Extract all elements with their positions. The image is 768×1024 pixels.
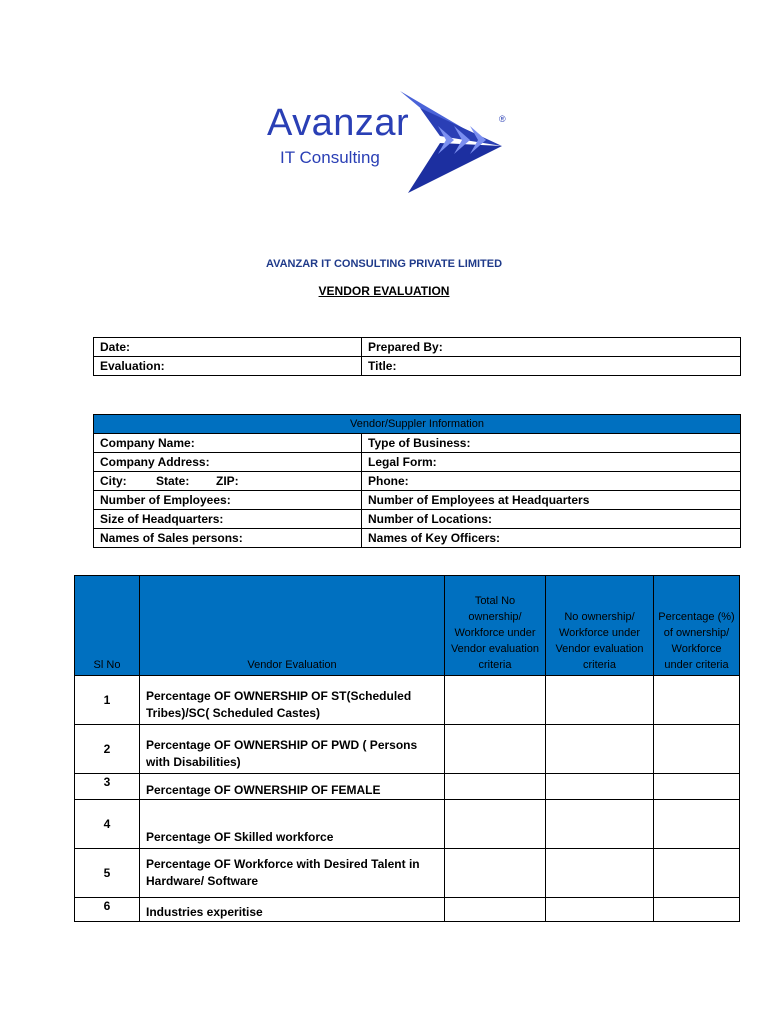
evaluation-field[interactable]: Evaluation: [94,357,362,376]
chevron-arrows-icon [390,88,512,198]
city-label: City: [100,474,127,488]
ownership-cell[interactable] [546,800,654,849]
percentage-cell[interactable] [654,774,740,800]
sl-no-cell: 5 [75,849,140,898]
state-label: State: [156,474,190,488]
ownership-cell[interactable] [546,898,654,922]
sl-no-cell: 1 [75,676,140,725]
percentage-cell[interactable] [654,725,740,774]
total-ownership-cell[interactable] [445,849,546,898]
sl-no-cell: 2 [75,725,140,774]
ownership-cell[interactable] [546,725,654,774]
document-title: VENDOR EVALUATION [318,284,450,298]
zip-label: ZIP: [216,474,239,488]
table-header-row [94,415,741,434]
number-of-employees-field[interactable]: Number of Employees: [94,491,362,510]
table-row [94,357,741,376]
sl-no-cell: 6 [75,898,140,922]
table-header-row [75,576,740,676]
percentage-cell[interactable] [654,676,740,725]
total-ownership-cell[interactable] [445,676,546,725]
registered-mark: ® [499,114,506,124]
company-address-field[interactable]: Company Address: [94,453,362,472]
number-of-locations-field[interactable]: Number of Locations: [362,510,741,529]
evaluation-criteria-cell: Percentage OF Workforce with Desired Talent in Hardware/ Software [140,849,445,898]
company-logo [262,88,512,198]
prepared-by-field[interactable]: Prepared By: [362,338,741,357]
total-ownership-cell[interactable] [445,725,546,774]
sl-no-cell: 4 [75,800,140,849]
city-state-zip-field[interactable] [94,472,362,491]
company-name-field[interactable]: Company Name: [94,434,362,453]
vendor-evaluation-table [74,575,740,922]
evaluation-criteria-cell: Percentage OF OWNERSHIP OF ST(Scheduled Tribes)/SC( Scheduled Castes) [140,676,445,725]
col-header-vendor-evaluation: Vendor Evaluation [140,576,445,676]
employees-at-hq-field[interactable]: Number of Employees at Headquarters [362,491,741,510]
evaluation-criteria-cell: Percentage OF Skilled workforce [140,800,445,849]
sales-persons-field[interactable]: Names of Sales persons: [94,529,362,548]
meta-table [93,337,741,376]
ownership-cell[interactable] [546,676,654,725]
logo-brand-text: Avanzar [267,102,410,144]
date-field[interactable]: Date: [94,338,362,357]
legal-form-field[interactable]: Legal Form: [362,453,741,472]
table-row [94,529,741,548]
table-row [75,849,740,898]
sl-no-cell: 3 [75,774,140,800]
logo-sub-text: IT Consulting [280,148,380,167]
col-header-ownership: No ownership/ Workforce under Vendor evaluation criteria [546,576,654,676]
company-name: AVANZAR IT CONSULTING PRIVATE LIMITED [265,258,503,270]
table-row [75,725,740,774]
table-row [94,434,741,453]
total-ownership-cell[interactable] [445,774,546,800]
size-of-hq-field[interactable]: Size of Headquarters: [94,510,362,529]
table-row [94,510,741,529]
col-header-total-ownership: Total No ownership/ Workforce under Vendor evaluation criteria [445,576,546,676]
percentage-cell[interactable] [654,800,740,849]
table-row [75,898,740,922]
table-row [94,338,741,357]
col-header-sl-no: Sl No [75,576,140,676]
ownership-cell[interactable] [546,849,654,898]
vendor-info-header: Vendor/Suppler Information [94,415,741,434]
table-row [94,491,741,510]
evaluation-criteria-cell: Industries experitise [140,898,445,922]
total-ownership-cell[interactable] [445,898,546,922]
evaluation-criteria-cell: Percentage OF OWNERSHIP OF PWD ( Persons with Disabilities) [140,725,445,774]
table-row [75,676,740,725]
title-field[interactable]: Title: [362,357,741,376]
evaluation-criteria-cell: Percentage OF OWNERSHIP OF FEMALE [140,774,445,800]
type-of-business-field[interactable]: Type of Business: [362,434,741,453]
total-ownership-cell[interactable] [445,800,546,849]
col-header-percentage: Percentage (%) of ownership/ Workforce under criteria [654,576,740,676]
percentage-cell[interactable] [654,849,740,898]
percentage-cell[interactable] [654,898,740,922]
table-row [75,800,740,849]
vendor-info-table [93,414,741,548]
table-row [75,774,740,800]
phone-field[interactable]: Phone: [362,472,741,491]
table-row [94,453,741,472]
key-officers-field[interactable]: Names of Key Officers: [362,529,741,548]
ownership-cell[interactable] [546,774,654,800]
table-row [94,472,741,491]
